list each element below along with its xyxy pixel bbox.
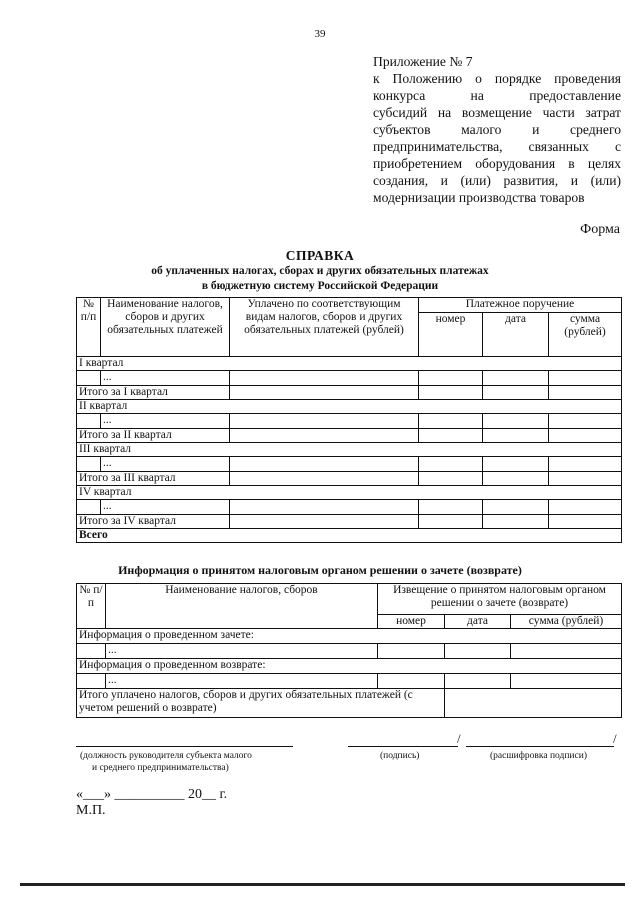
- page-number: 39: [314, 28, 326, 40]
- refund-info-label: Информация о проведенном возврате:: [77, 659, 622, 674]
- ellipsis-cell: ...: [101, 371, 230, 386]
- ellipsis-cell: ...: [101, 500, 230, 515]
- quarter-label: IV квартал: [77, 486, 622, 500]
- quarter-label: II квартал: [77, 400, 622, 414]
- appendix-line: приобретением оборудования в целях: [373, 156, 621, 171]
- table-row: [77, 414, 622, 429]
- table-row: [77, 659, 622, 674]
- form-label: Форма: [580, 222, 620, 237]
- table-row: [77, 644, 622, 659]
- table-row: [77, 500, 622, 515]
- table-row: [77, 674, 622, 689]
- table-row: [77, 529, 622, 543]
- table-row: [77, 486, 622, 500]
- header-num: № п/п: [77, 298, 101, 357]
- signature-slash: /: [457, 731, 461, 746]
- header-tax-name: Наименование налогов, сборов и других обязательных платежей: [101, 298, 230, 357]
- header-num: № п/п: [77, 584, 106, 629]
- table-row: [77, 357, 622, 371]
- ellipsis-cell: ...: [106, 674, 378, 689]
- header-paid: Уплачено по соответствующим видам налогов, сборов и других обязательных платежей (рублей): [230, 298, 419, 357]
- table-row: [77, 689, 622, 718]
- table-row: [77, 443, 622, 457]
- header-notice-date: дата: [445, 615, 511, 629]
- position-caption: и среднего предпринимательства): [92, 763, 229, 773]
- appendix-line: субсидий на возмещение части затрат: [373, 105, 621, 120]
- bottom-border: [20, 883, 625, 886]
- table-row: [77, 629, 622, 644]
- header-notice: Извещение о принятом налоговым органом решении о зачете (возврате): [378, 584, 622, 615]
- document-subtitle: об уплаченных налогах, сборах и других обязательных платежах: [151, 265, 489, 277]
- quarter-total-label: Итого за IV квартал: [77, 515, 230, 529]
- decode-line: [466, 746, 614, 747]
- quarter-total-label: Итого за I квартал: [77, 386, 230, 400]
- header-notice-number: номер: [378, 615, 445, 629]
- signature-line: [348, 746, 458, 747]
- header-order-date: дата: [483, 313, 549, 357]
- offset-info-label: Информация о проведенном зачете:: [77, 629, 622, 644]
- info-title: Информация о принятом налоговым органом решении о зачете (возврате): [118, 563, 522, 577]
- appendix-line: конкурса на предоставление: [373, 88, 621, 103]
- signature-slash: /: [613, 731, 617, 746]
- table-row: [77, 457, 622, 472]
- table-row: [77, 371, 622, 386]
- header-notice-sum: сумма (рублей): [511, 615, 622, 629]
- appendix-line: субъектов малого и среднего: [373, 122, 621, 137]
- ellipsis-cell: ...: [101, 414, 230, 429]
- quarter-label: I квартал: [77, 357, 622, 371]
- ellipsis-cell: ...: [106, 644, 378, 659]
- decode-caption: (расшифровка подписи): [490, 751, 587, 761]
- appendix-line: создания, и (или) развития, и (или): [373, 173, 621, 188]
- header-order-number: номер: [419, 313, 483, 357]
- table-row: [77, 472, 622, 486]
- refund-total-label: Итого уплачено налогов, сборов и других обязательных платежей (с учетом решений о возврате): [77, 689, 445, 718]
- table-row: [77, 400, 622, 414]
- document-subtitle: в бюджетную систему Российской Федерации: [201, 280, 439, 292]
- appendix-line: предпринимательства, связанных с: [373, 139, 621, 154]
- stamp-label: М.П.: [76, 803, 106, 818]
- header-tax-name: Наименование налогов, сборов: [106, 584, 378, 629]
- appendix-line: Приложение № 7: [373, 54, 473, 69]
- refund-table: [76, 583, 622, 718]
- sign-caption: (подпись): [380, 751, 420, 761]
- table-header-row: [77, 584, 622, 615]
- appendix-line: к Положению о порядке проведения: [373, 71, 621, 86]
- ellipsis-cell: ...: [101, 457, 230, 472]
- header-payment-order: Платежное поручение: [419, 298, 622, 313]
- quarter-total-label: Итого за III квартал: [77, 472, 230, 486]
- payments-table: [76, 297, 622, 543]
- table-header-row: [77, 298, 622, 313]
- quarter-label: III квартал: [77, 443, 622, 457]
- header-order-sum: сумма (рублей): [549, 313, 622, 357]
- position-caption: (должность руководителя субъекта малого: [80, 751, 252, 761]
- document-title: СПРАВКА: [285, 248, 355, 263]
- quarter-total-label: Итого за II квартал: [77, 429, 230, 443]
- table-row: [77, 386, 622, 400]
- date-line: «___» __________ 20__ г.: [76, 787, 228, 802]
- appendix-block: [373, 53, 621, 206]
- table-row: [77, 515, 622, 529]
- table-row: [77, 429, 622, 443]
- appendix-line: модернизации производства товаров: [373, 190, 585, 205]
- position-line: [76, 746, 293, 747]
- grand-total-label: Всего: [77, 529, 622, 543]
